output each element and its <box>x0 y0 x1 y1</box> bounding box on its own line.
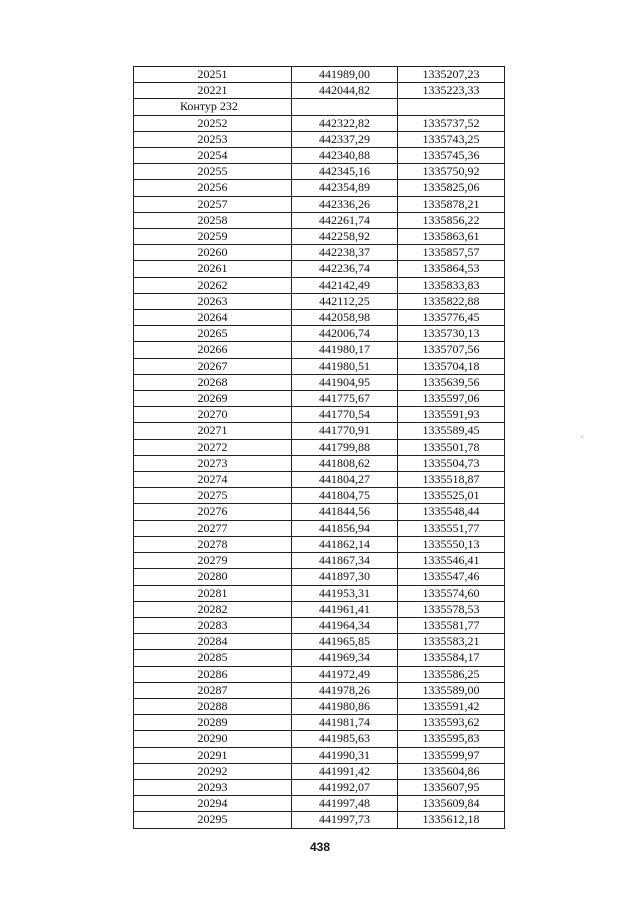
x-coordinate-cell: 441964,34 <box>292 617 398 633</box>
x-coordinate-cell: 441953,31 <box>292 585 398 601</box>
table-row <box>134 779 505 795</box>
x-coordinate-cell: 441985,63 <box>292 731 398 747</box>
point-number-cell: 20286 <box>134 666 292 682</box>
point-number-cell: 20292 <box>134 763 292 779</box>
point-number-cell: 20221 <box>134 83 292 99</box>
table-row <box>134 261 505 277</box>
table-row <box>134 196 505 212</box>
y-coordinate-cell: 1335825,06 <box>398 180 505 196</box>
x-coordinate-cell: 441980,17 <box>292 342 398 358</box>
point-number-cell: 20278 <box>134 536 292 552</box>
empty-cell <box>398 99 505 115</box>
table-row <box>134 504 505 520</box>
x-coordinate-cell: 441804,75 <box>292 488 398 504</box>
y-coordinate-cell: 1335612,18 <box>398 812 505 828</box>
x-coordinate-cell: 441904,95 <box>292 374 398 390</box>
y-coordinate-cell: 1335593,62 <box>398 715 505 731</box>
x-coordinate-cell: 442006,74 <box>292 326 398 342</box>
x-coordinate-cell: 442340,88 <box>292 148 398 164</box>
x-coordinate-cell: 441992,07 <box>292 779 398 795</box>
table-row <box>134 634 505 650</box>
y-coordinate-cell: 1335595,83 <box>398 731 505 747</box>
table-row <box>134 407 505 423</box>
coordinates-table-body <box>134 67 505 829</box>
point-number-cell: 20265 <box>134 326 292 342</box>
point-number-cell: 20258 <box>134 212 292 228</box>
y-coordinate-cell: 1335604,86 <box>398 763 505 779</box>
table-row <box>134 796 505 812</box>
table-row <box>134 245 505 261</box>
point-number-cell: 20268 <box>134 374 292 390</box>
table-row <box>134 812 505 828</box>
point-number-cell: 20259 <box>134 229 292 245</box>
table-row <box>134 520 505 536</box>
y-coordinate-cell: 1335750,92 <box>398 164 505 180</box>
y-coordinate-cell: 1335833,83 <box>398 277 505 293</box>
x-coordinate-cell: 442258,92 <box>292 229 398 245</box>
y-coordinate-cell: 1335745,36 <box>398 148 505 164</box>
x-coordinate-cell: 442238,37 <box>292 245 398 261</box>
x-coordinate-cell: 441990,31 <box>292 747 398 763</box>
y-coordinate-cell: 1335597,06 <box>398 391 505 407</box>
point-number-cell: 20266 <box>134 342 292 358</box>
table-row <box>134 148 505 164</box>
y-coordinate-cell: 1335704,18 <box>398 358 505 374</box>
point-number-cell: 20283 <box>134 617 292 633</box>
table-row <box>134 569 505 585</box>
table-row <box>134 180 505 196</box>
point-number-cell: 20274 <box>134 472 292 488</box>
table-row <box>134 585 505 601</box>
x-coordinate-cell: 441969,34 <box>292 650 398 666</box>
y-coordinate-cell: 1335857,57 <box>398 245 505 261</box>
x-coordinate-cell: 441961,41 <box>292 601 398 617</box>
point-number-cell: 20287 <box>134 682 292 698</box>
x-coordinate-cell: 441862,14 <box>292 536 398 552</box>
y-coordinate-cell: 1335730,13 <box>398 326 505 342</box>
y-coordinate-cell: 1335583,21 <box>398 634 505 650</box>
x-coordinate-cell: 442354,89 <box>292 180 398 196</box>
point-number-cell: 20281 <box>134 585 292 601</box>
y-coordinate-cell: 1335501,78 <box>398 439 505 455</box>
y-coordinate-cell: 1335737,52 <box>398 115 505 131</box>
y-coordinate-cell: 1335707,56 <box>398 342 505 358</box>
y-coordinate-cell: 1335223,33 <box>398 83 505 99</box>
point-number-cell: 20285 <box>134 650 292 666</box>
point-number-cell: 20280 <box>134 569 292 585</box>
y-coordinate-cell: 1335776,45 <box>398 310 505 326</box>
point-number-cell: 20264 <box>134 310 292 326</box>
x-coordinate-cell: 441808,62 <box>292 455 398 471</box>
margin-mark <box>581 436 583 437</box>
point-number-cell: 20290 <box>134 731 292 747</box>
y-coordinate-cell: 1335574,60 <box>398 585 505 601</box>
y-coordinate-cell: 1335546,41 <box>398 553 505 569</box>
table-row <box>134 472 505 488</box>
table-row <box>134 553 505 569</box>
table-row <box>134 455 505 471</box>
coordinates-table <box>133 66 505 829</box>
y-coordinate-cell: 1335525,01 <box>398 488 505 504</box>
table-row <box>134 731 505 747</box>
x-coordinate-cell: 441978,26 <box>292 682 398 698</box>
y-coordinate-cell: 1335548,44 <box>398 504 505 520</box>
y-coordinate-cell: 1335586,25 <box>398 666 505 682</box>
y-coordinate-cell: 1335822,88 <box>398 293 505 309</box>
x-coordinate-cell: 442322,82 <box>292 115 398 131</box>
point-number-cell: 20252 <box>134 115 292 131</box>
page-number: 438 <box>309 840 331 854</box>
y-coordinate-cell: 1335607,95 <box>398 779 505 795</box>
table-row <box>134 310 505 326</box>
point-number-cell: 20295 <box>134 812 292 828</box>
table-row <box>134 115 505 131</box>
point-number-cell: 20279 <box>134 553 292 569</box>
point-number-cell: 20261 <box>134 261 292 277</box>
y-coordinate-cell: 1335591,93 <box>398 407 505 423</box>
x-coordinate-cell: 441804,27 <box>292 472 398 488</box>
table-row <box>134 763 505 779</box>
table-row <box>134 698 505 714</box>
y-coordinate-cell: 1335863,61 <box>398 229 505 245</box>
point-number-cell: 20282 <box>134 601 292 617</box>
table-row <box>134 650 505 666</box>
y-coordinate-cell: 1335599,97 <box>398 747 505 763</box>
point-number-cell: 20267 <box>134 358 292 374</box>
y-coordinate-cell: 1335550,13 <box>398 536 505 552</box>
point-number-cell: 20260 <box>134 245 292 261</box>
point-number-cell: 20263 <box>134 293 292 309</box>
x-coordinate-cell: 442261,74 <box>292 212 398 228</box>
y-coordinate-cell: 1335578,53 <box>398 601 505 617</box>
x-coordinate-cell: 441799,88 <box>292 439 398 455</box>
x-coordinate-cell: 441775,67 <box>292 391 398 407</box>
y-coordinate-cell: 1335547,46 <box>398 569 505 585</box>
empty-cell <box>292 99 398 115</box>
table-row <box>134 326 505 342</box>
table-row <box>134 277 505 293</box>
x-coordinate-cell: 441867,34 <box>292 553 398 569</box>
table-row <box>134 488 505 504</box>
point-number-cell: 20275 <box>134 488 292 504</box>
table-row <box>134 747 505 763</box>
x-coordinate-cell: 442058,98 <box>292 310 398 326</box>
table-row <box>134 439 505 455</box>
x-coordinate-cell: 442142,49 <box>292 277 398 293</box>
y-coordinate-cell: 1335743,25 <box>398 131 505 147</box>
x-coordinate-cell: 441980,86 <box>292 698 398 714</box>
point-number-cell: 20284 <box>134 634 292 650</box>
point-number-cell: 20262 <box>134 277 292 293</box>
point-number-cell: 20256 <box>134 180 292 196</box>
y-coordinate-cell: 1335207,23 <box>398 67 505 83</box>
point-number-cell: 20291 <box>134 747 292 763</box>
table-row <box>134 83 505 99</box>
table-row <box>134 617 505 633</box>
point-number-cell: 20272 <box>134 439 292 455</box>
y-coordinate-cell: 1335581,77 <box>398 617 505 633</box>
point-number-cell: 20251 <box>134 67 292 83</box>
x-coordinate-cell: 441770,54 <box>292 407 398 423</box>
table-row <box>134 682 505 698</box>
y-coordinate-cell: 1335864,53 <box>398 261 505 277</box>
table-row <box>134 423 505 439</box>
point-number-cell: 20273 <box>134 455 292 471</box>
table-row <box>134 536 505 552</box>
x-coordinate-cell: 442112,25 <box>292 293 398 309</box>
point-number-cell: 20269 <box>134 391 292 407</box>
y-coordinate-cell: 1335591,42 <box>398 698 505 714</box>
table-row <box>134 715 505 731</box>
x-coordinate-cell: 442345,16 <box>292 164 398 180</box>
y-coordinate-cell: 1335589,00 <box>398 682 505 698</box>
y-coordinate-cell: 1335504,73 <box>398 455 505 471</box>
y-coordinate-cell: 1335639,56 <box>398 374 505 390</box>
point-number-cell: 20255 <box>134 164 292 180</box>
x-coordinate-cell: 441897,30 <box>292 569 398 585</box>
point-number-cell: 20253 <box>134 131 292 147</box>
x-coordinate-cell: 441989,00 <box>292 67 398 83</box>
point-number-cell: 20289 <box>134 715 292 731</box>
y-coordinate-cell: 1335609,84 <box>398 796 505 812</box>
x-coordinate-cell: 441965,85 <box>292 634 398 650</box>
y-coordinate-cell: 1335589,45 <box>398 423 505 439</box>
point-number-cell: 20254 <box>134 148 292 164</box>
table-row <box>134 293 505 309</box>
y-coordinate-cell: 1335551,77 <box>398 520 505 536</box>
x-coordinate-cell: 441991,42 <box>292 763 398 779</box>
x-coordinate-cell: 441980,51 <box>292 358 398 374</box>
y-coordinate-cell: 1335856,22 <box>398 212 505 228</box>
point-number-cell: 20271 <box>134 423 292 439</box>
x-coordinate-cell: 441997,48 <box>292 796 398 812</box>
table-row <box>134 391 505 407</box>
y-coordinate-cell: 1335518,87 <box>398 472 505 488</box>
table-row <box>134 229 505 245</box>
point-number-cell: 20276 <box>134 504 292 520</box>
point-number-cell: 20270 <box>134 407 292 423</box>
x-coordinate-cell: 442337,29 <box>292 131 398 147</box>
point-number-cell: 20293 <box>134 779 292 795</box>
x-coordinate-cell: 441844,56 <box>292 504 398 520</box>
x-coordinate-cell: 441997,73 <box>292 812 398 828</box>
point-number-cell: 20294 <box>134 796 292 812</box>
table-row <box>134 131 505 147</box>
y-coordinate-cell: 1335584,17 <box>398 650 505 666</box>
y-coordinate-cell: 1335878,21 <box>398 196 505 212</box>
x-coordinate-cell: 442044,82 <box>292 83 398 99</box>
x-coordinate-cell: 442336,26 <box>292 196 398 212</box>
point-number-cell: 20277 <box>134 520 292 536</box>
table-row <box>134 212 505 228</box>
x-coordinate-cell: 441856,94 <box>292 520 398 536</box>
table-row <box>134 342 505 358</box>
table-row <box>134 601 505 617</box>
x-coordinate-cell: 441972,49 <box>292 666 398 682</box>
contour-row <box>134 99 505 115</box>
point-number-cell: 20288 <box>134 698 292 714</box>
point-number-cell: 20257 <box>134 196 292 212</box>
table-row <box>134 67 505 83</box>
table-row <box>134 358 505 374</box>
x-coordinate-cell: 441981,74 <box>292 715 398 731</box>
table-row <box>134 374 505 390</box>
table-row <box>134 164 505 180</box>
x-coordinate-cell: 441770,91 <box>292 423 398 439</box>
x-coordinate-cell: 442236,74 <box>292 261 398 277</box>
contour-label: Контур 232 <box>134 99 292 115</box>
table-row <box>134 666 505 682</box>
